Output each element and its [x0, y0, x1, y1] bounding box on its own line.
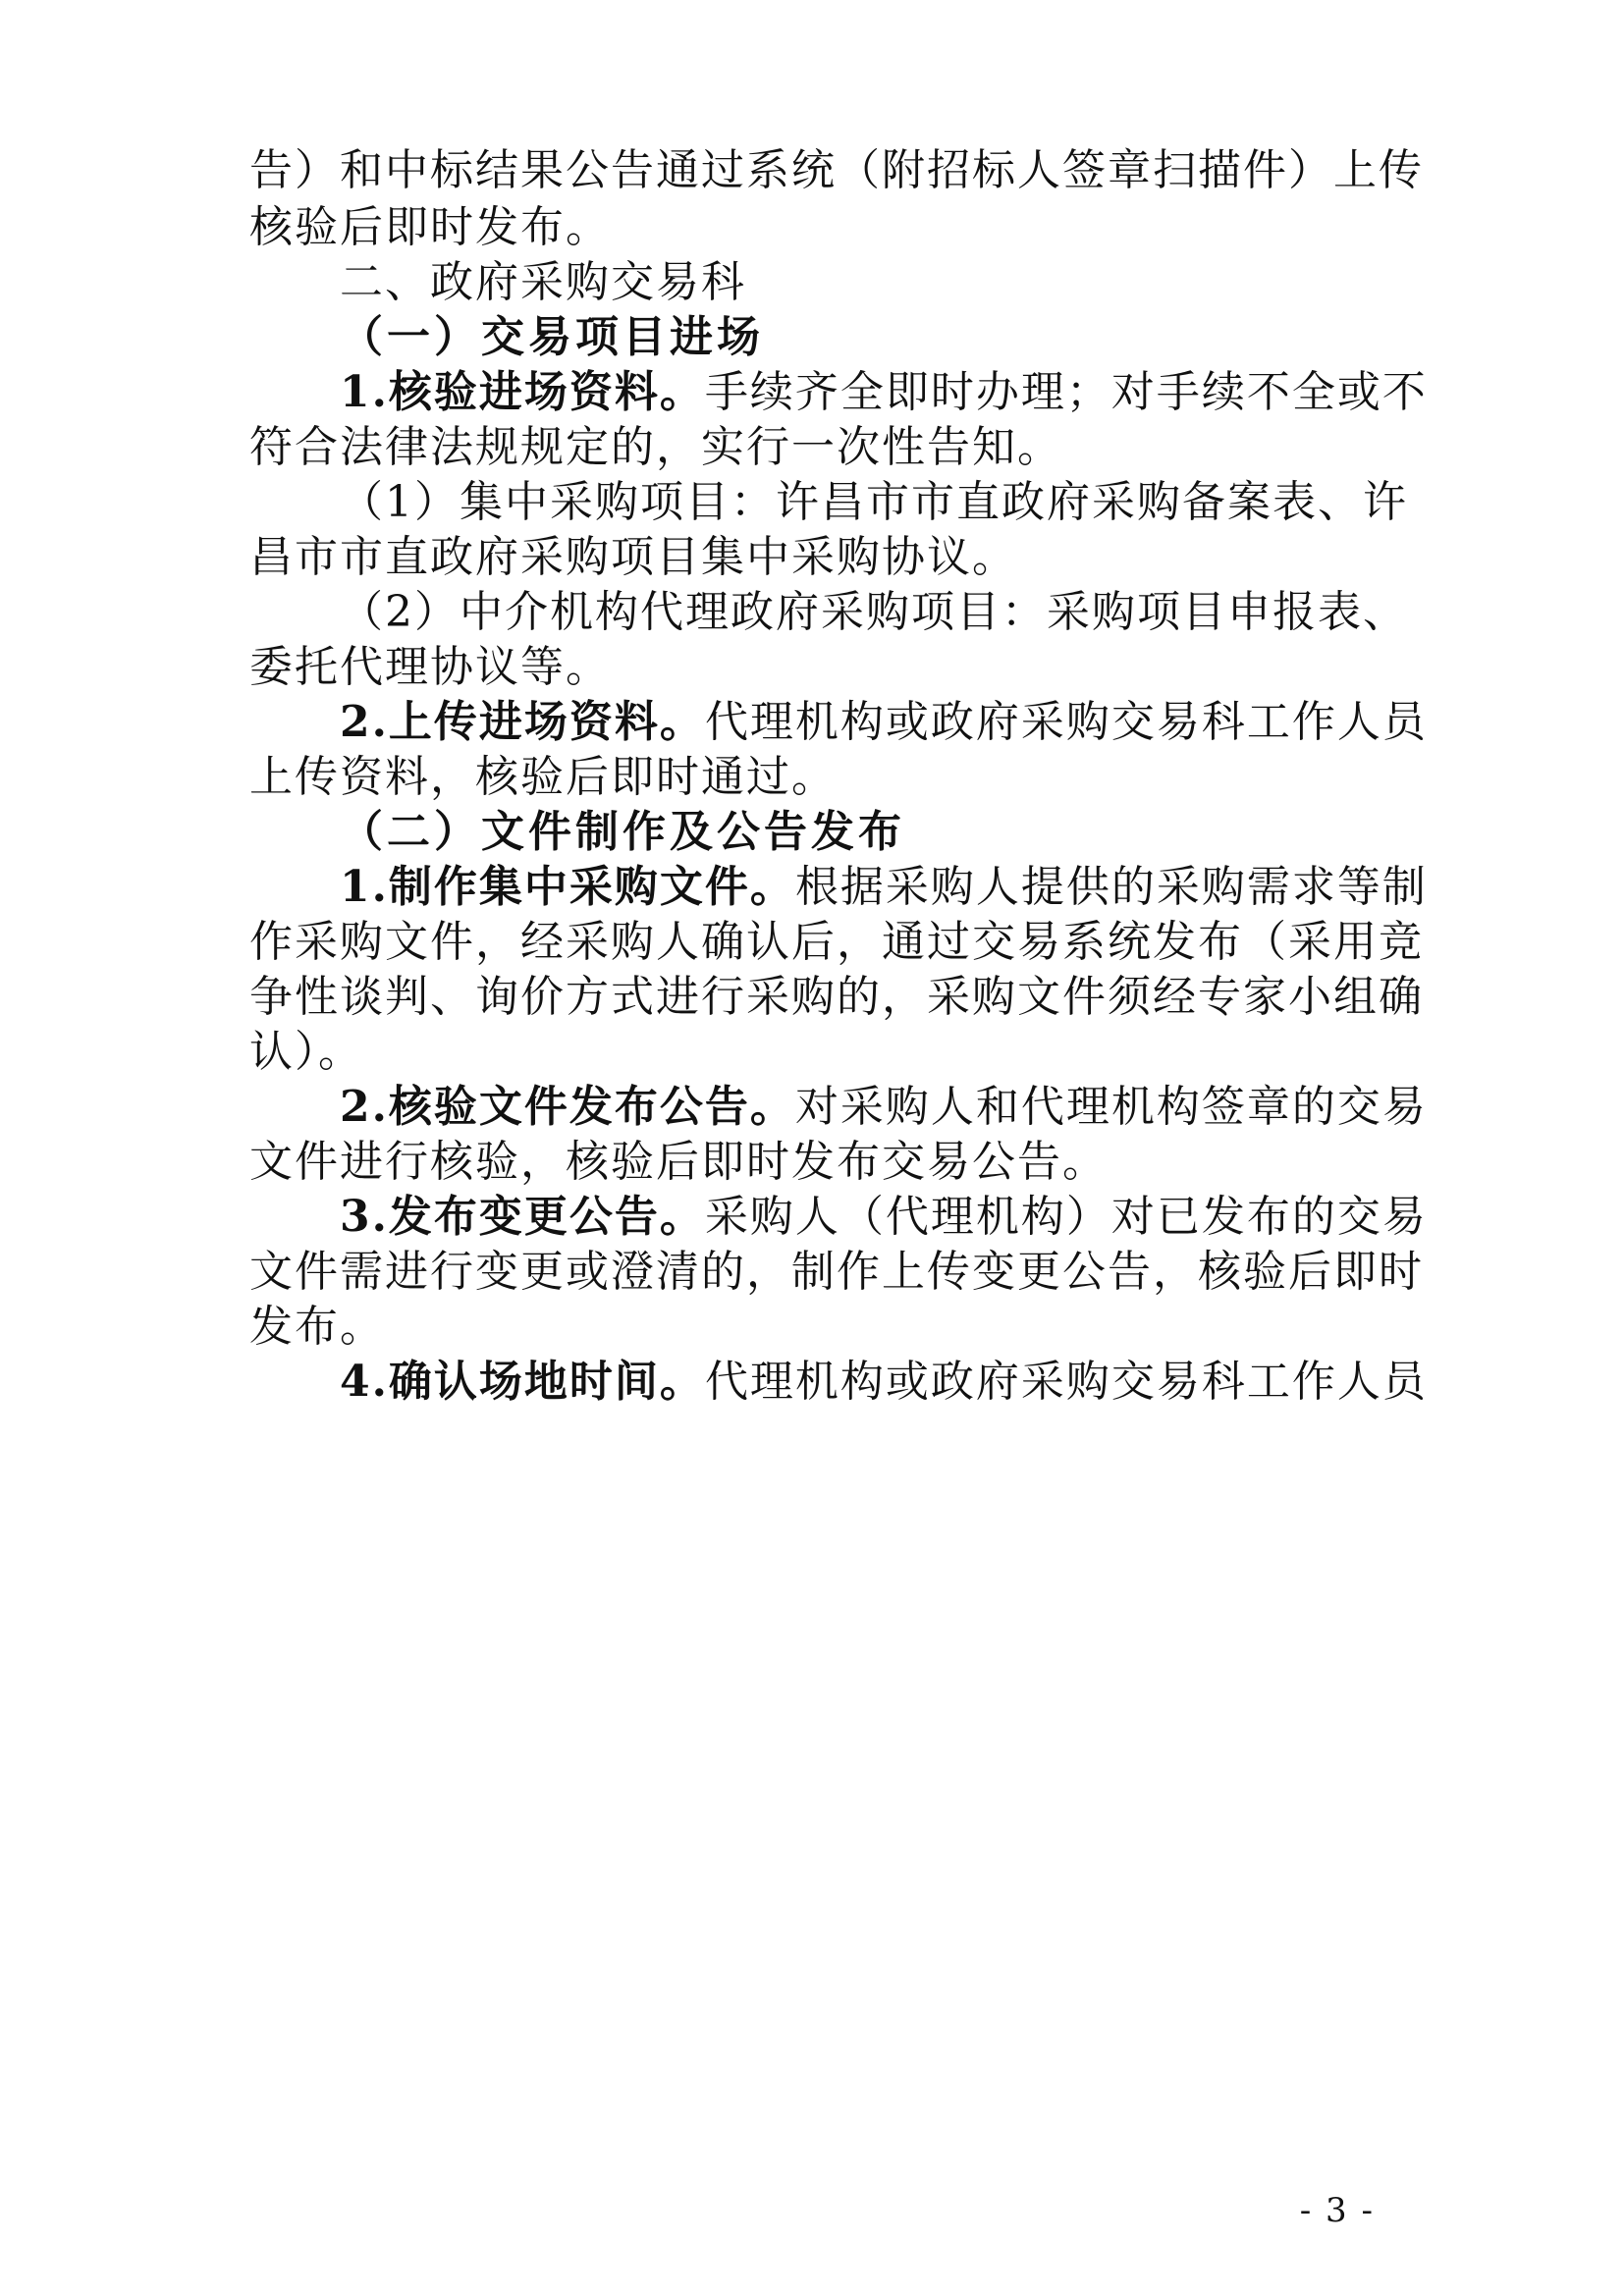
- subsection-title: （二）文件制作及公告发布: [340, 807, 905, 857]
- body-text: 认）。: [249, 1027, 363, 1077]
- body-text: 作采购文件，经采购人确认后，通过交易系统发布（采用竞: [249, 917, 1424, 967]
- item-heading: 2.上传进场资料。: [340, 697, 705, 747]
- body-text: 代理机构或政府采购交易科工作人员: [704, 697, 1428, 747]
- body-text: 发布。: [249, 1302, 385, 1352]
- section-heading: [340, 257, 1379, 312]
- paragraph-line: [249, 202, 1379, 257]
- body-text: 告）和中标结果公告通过系统（附招标人签章扫描件）上传: [249, 145, 1424, 195]
- body-text: 代理机构或政府采购交易科工作人员: [704, 1357, 1428, 1407]
- body-text: 争性谈判、询价方式进行采购的，采购文件须经专家小组确: [249, 972, 1424, 1022]
- paragraph-line: [249, 752, 1379, 807]
- item-heading: 4.确认场地时间。: [340, 1357, 705, 1407]
- paragraph-line: [249, 917, 1424, 972]
- paragraph-line: [249, 1302, 1379, 1357]
- body-text: 采购人（代理机构）对已发布的交易: [704, 1192, 1428, 1242]
- body-text: 根据采购人提供的采购需求等制: [794, 862, 1428, 912]
- subsection-title: （一）交易项目进场: [340, 312, 764, 362]
- paragraph-line: [340, 1192, 1428, 1247]
- paragraph-line: [340, 1082, 1428, 1137]
- paragraph-line: [340, 367, 1428, 422]
- paragraph-line: [249, 532, 1379, 587]
- paragraph-line: [249, 145, 1424, 200]
- subsection-heading: [340, 312, 1469, 367]
- paragraph-line: [249, 1137, 1379, 1192]
- body-text: 对采购人和代理机构签章的交易: [794, 1082, 1428, 1132]
- paragraph-line: [249, 972, 1424, 1027]
- body-text: （1）集中采购项目：许昌市市直政府采购备案表、许: [340, 477, 1408, 527]
- paragraph-line: [249, 1247, 1424, 1302]
- item-heading: 2.核验文件发布公告。: [340, 1082, 795, 1132]
- paragraph-line: [340, 862, 1428, 917]
- paragraph-line: [249, 1027, 1379, 1082]
- subsection-heading: [340, 807, 1469, 862]
- body-text: 委托代理协议等。: [249, 642, 611, 692]
- paragraph-line: [340, 587, 1408, 642]
- paragraph-line: [249, 422, 1379, 477]
- item-heading: 3.发布变更公告。: [340, 1192, 705, 1242]
- body-text: 昌市市直政府采购项目集中采购协议。: [249, 532, 1017, 582]
- body-text: 文件进行核验，核验后即时发布交易公告。: [249, 1137, 1108, 1187]
- section-title: 二、政府采购交易科: [340, 257, 746, 307]
- paragraph-line: [249, 642, 1379, 697]
- body-text: 符合法律法规规定的，实行一次性告知。: [249, 422, 1062, 472]
- body-text: 文件需进行变更或澄清的，制作上传变更公告，核验后即时: [249, 1247, 1424, 1297]
- item-heading: 1.制作集中采购文件。: [340, 862, 795, 912]
- item-heading: 1.核验进场资料。: [340, 367, 705, 417]
- page-number: - 3 -: [1299, 2191, 1375, 2230]
- body-text: 手续齐全即时办理；对手续不全或不: [704, 367, 1428, 417]
- body-text: 上传资料，核验后即时通过。: [249, 752, 837, 802]
- paragraph-line: [340, 697, 1428, 752]
- body-text: （2）中介机构代理政府采购项目：采购项目申报表、: [340, 587, 1408, 637]
- paragraph-line: [340, 477, 1408, 532]
- body-text: 核验后即时发布。: [249, 202, 611, 252]
- paragraph-line: [340, 1357, 1428, 1412]
